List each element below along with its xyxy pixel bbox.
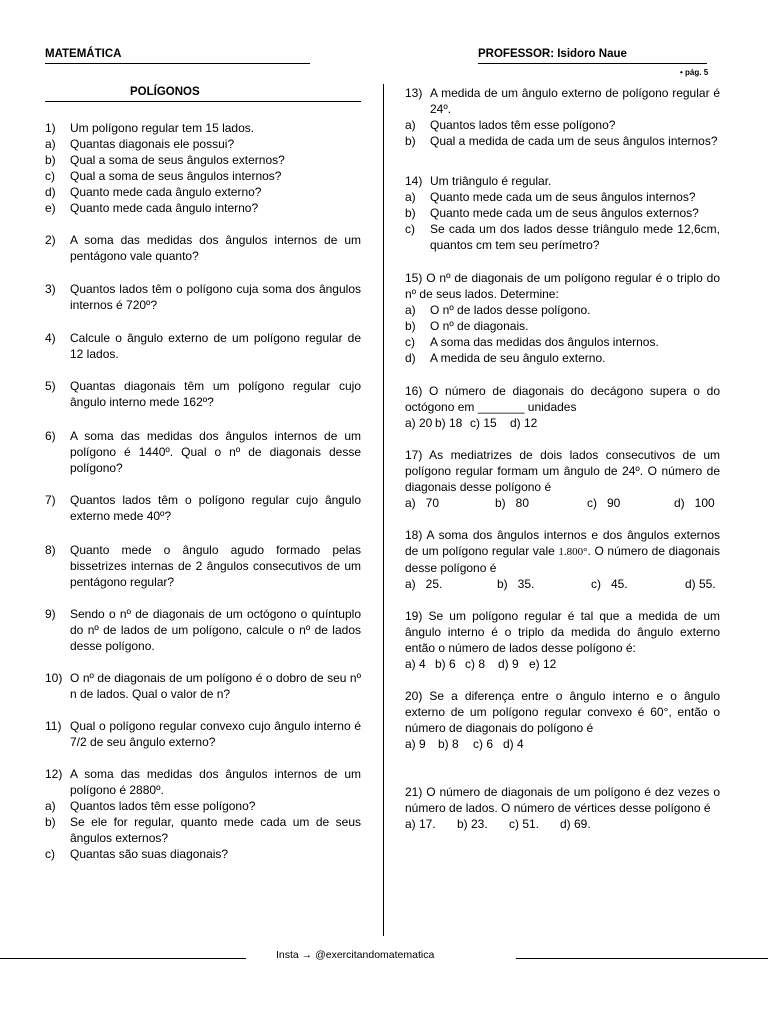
question-5 — [45, 378, 361, 410]
option-d: d) 55. — [685, 577, 716, 591]
sub-letter: a) — [405, 118, 416, 132]
sub-item: Quanto mede cada ângulo externo? — [70, 185, 262, 199]
right-column — [405, 85, 720, 832]
footer-rule-right — [516, 958, 768, 959]
option-b: b) 35. — [497, 577, 535, 591]
sub-item: Quantas diagonais ele possui? — [70, 137, 235, 151]
question-text: A soma das medidas dos ângulos internos de um pentágono vale quanto? — [70, 233, 361, 263]
question-text: 20) Se a diferença entre o ângulo interno e o ângulo externo de um polígono regular convexo é 60°, então o número de diagonais do polígono é — [405, 689, 720, 735]
sub-letter: e) — [45, 201, 56, 215]
question-15 — [405, 270, 720, 366]
option-d: d) 9 — [498, 657, 519, 671]
question-text: A soma das medidas dos ângulos internos de um polígono é 2880º. — [70, 767, 361, 797]
option-d: d) 100 — [674, 496, 715, 510]
option-a: a) 25. — [405, 577, 443, 591]
sub-item: Qual a soma de seus ângulos externos? — [70, 153, 285, 167]
professor-name: PROFESSOR: Isidoro Naue — [478, 48, 627, 60]
option-e: e) 12 — [529, 657, 557, 671]
sub-letter: a) — [45, 137, 56, 151]
question-number: 11) — [45, 719, 62, 733]
question-number: 4) — [45, 331, 56, 345]
option-c: c) 15 — [470, 416, 497, 430]
question-number: 8) — [45, 543, 56, 557]
question-11 — [45, 718, 361, 750]
question-number: 12) — [45, 767, 63, 781]
question-text: Quantos lados têm o polígono regular cujo ângulo externo mede 40º? — [70, 493, 361, 523]
sub-letter: c) — [405, 335, 415, 349]
instagram-handle: Insta → @exercitandomatematica — [276, 949, 435, 961]
question-text: 16) O número de diagonais do decágono supera o do octógono em _______ unidades — [405, 384, 720, 414]
question-number: 2) — [45, 233, 56, 247]
option-a: a) 4 — [405, 657, 426, 671]
question-20 — [405, 688, 720, 752]
question-text: 15) O nº de diagonais de um polígono regular é o triplo do nº de seus lados. Determine: — [405, 271, 720, 301]
sub-item: Quanto mede cada um de seus ângulos externos? — [430, 206, 699, 220]
sub-letter: a) — [405, 190, 416, 204]
question-text — [405, 527, 720, 576]
option-a: a) 20 — [405, 416, 433, 430]
question-text: Calcule o ângulo externo de um polígono regular de 12 lados. — [70, 331, 361, 361]
question-1 — [45, 120, 361, 216]
option-b: b) 6 — [435, 657, 456, 671]
question-13 — [405, 85, 720, 149]
question-number: 1) — [45, 121, 56, 135]
option-a: a) 70 — [405, 496, 440, 510]
sub-letter: d) — [45, 185, 56, 199]
option-b: b) 18 — [435, 416, 463, 430]
question-number: 9) — [45, 607, 56, 621]
header-rule-right — [478, 63, 707, 64]
question-text: O nº de diagonais de um polígono é o dobro de seu nº n de lados. Qual o valor de n? — [70, 671, 361, 701]
question-text: Um polígono regular tem 15 lados. — [70, 121, 255, 135]
question-text: Qual o polígono regular convexo cujo ângulo interno é 7/2 de seu ângulo externo? — [70, 719, 361, 749]
sub-item: A soma das medidas dos ângulos internos. — [430, 335, 659, 349]
sub-item: Quanto mede cada um de seus ângulos internos? — [430, 190, 696, 204]
question-3 — [45, 281, 361, 313]
sub-letter: a) — [45, 799, 56, 813]
question-number: 14) — [405, 174, 423, 188]
question-4 — [45, 330, 361, 362]
question-text: Quanto mede o ângulo agudo formado pelas bissetrizes internas de 2 ângulos consecutivos de um pentágono regular? — [70, 543, 361, 589]
question-number: 13) — [405, 86, 423, 100]
question-text: 19) Se um polígono regular é tal que a medida de um ângulo interno é o triplo da medida do ângulo externo então o número de lados desse polígono é: — [405, 609, 720, 655]
question-number: 5) — [45, 379, 56, 393]
sub-letter: b) — [405, 206, 416, 220]
option-d: d) 4 — [503, 737, 524, 751]
header-rule-left — [45, 63, 310, 64]
question-text: Quantos lados têm o polígono cuja soma dos ângulos internos é 720º? — [70, 282, 361, 312]
sub-letter: b) — [45, 815, 56, 829]
question-12 — [45, 766, 361, 862]
question-8 — [45, 542, 361, 590]
sub-item: Se cada um dos lados desse triângulo mede 12,6cm, quantos cm tem seu perímetro? — [430, 222, 720, 252]
sub-item: Quantos lados têm esse polígono? — [430, 118, 616, 132]
left-column — [45, 120, 361, 862]
sub-item: Se ele for regular, quanto mede cada um de seus ângulos externos? — [70, 815, 361, 845]
question-21 — [405, 784, 720, 832]
question-16 — [405, 383, 720, 431]
sub-item: A medida de seu ângulo externo. — [430, 351, 606, 365]
option-c: c) 90 — [587, 496, 621, 510]
subject-title: MATEMÁTICA — [45, 48, 122, 60]
option-c: c) 45. — [591, 577, 628, 591]
sub-letter: c) — [45, 169, 55, 183]
option-d: d) 69. — [560, 817, 591, 831]
option-d: d) 12 — [510, 416, 538, 430]
option-a: a) 9 — [405, 737, 426, 751]
sub-letter: b) — [405, 319, 416, 333]
question-text: Sendo o nº de diagonais de um octógono o quíntuplo do nº de lados de um polígono, calcule o nº de lados desse polígono. — [70, 607, 361, 653]
question-text: A soma das medidas dos ângulos internos de um polígono é 1440º. Qual o nº de diagonais desse polígono? — [70, 429, 361, 475]
question-text-part: . O número de diagonais desse polígono é — [405, 544, 720, 575]
sub-letter: c) — [45, 847, 55, 861]
question-text: 17) As mediatrizes de dois lados consecutivos de um polígono regular formam um ângulo de 24º. O número de diagonais desse polígono é — [405, 448, 720, 494]
question-17 — [405, 447, 720, 511]
question-9 — [45, 606, 361, 654]
question-text: 21) O número de diagonais de um polígono é dez vezes o número de lados. O número de vértices desse polígono é — [405, 785, 720, 815]
option-c: c) 8 — [465, 657, 486, 671]
sub-item: Quantos lados têm esse polígono? — [70, 799, 256, 813]
sub-letter: b) — [405, 134, 416, 148]
question-18 — [405, 527, 720, 592]
sub-item: Qual a soma de seus ângulos internos? — [70, 169, 282, 183]
sub-item: O nº de diagonais. — [430, 319, 529, 333]
question-19 — [405, 608, 720, 672]
sub-item: Qual a medida de cada um de seus ângulos internos? — [430, 134, 718, 148]
sub-letter: d) — [405, 351, 416, 365]
page-number: • pág. 5 — [680, 68, 709, 77]
question-text: Quantas diagonais têm um polígono regular cujo ângulo interno mede 162º? — [70, 379, 361, 409]
question-text-part: 18) A soma dos ângulos internos e dos ângulos externos de um polígono regular vale — [405, 528, 720, 558]
section-rule — [45, 101, 361, 102]
option-b: b) 23. — [457, 817, 488, 831]
question-number: 6) — [45, 429, 56, 443]
sub-letter: a) — [405, 303, 416, 317]
option-b: b) 8 — [438, 737, 459, 751]
option-c: c) 6 — [473, 737, 494, 751]
question-6 — [45, 428, 361, 476]
sub-letter: c) — [405, 222, 415, 236]
angle-value: 1.800° — [558, 546, 588, 558]
question-number: 3) — [45, 282, 56, 296]
sub-letter: b) — [45, 153, 56, 167]
option-c: c) 51. — [509, 817, 540, 831]
sub-item: O nº de lados desse polígono. — [430, 303, 591, 317]
question-text: A medida de um ângulo externo de polígono regular é 24º. — [430, 86, 720, 116]
option-a: a) 17. — [405, 817, 436, 831]
column-divider — [383, 84, 384, 936]
question-2 — [45, 232, 361, 264]
question-number: 10) — [45, 671, 63, 685]
question-10 — [45, 670, 361, 702]
option-b: b) 80 — [495, 496, 530, 510]
question-14 — [405, 173, 720, 253]
sub-item: Quanto mede cada ângulo interno? — [70, 201, 259, 215]
sub-item: Quantas são suas diagonais? — [70, 847, 229, 861]
section-title: POLÍGONOS — [130, 86, 200, 98]
footer-rule-left — [0, 958, 246, 959]
question-number: 7) — [45, 493, 56, 507]
question-7 — [45, 492, 361, 524]
question-text: Um triângulo é regular. — [430, 174, 552, 188]
